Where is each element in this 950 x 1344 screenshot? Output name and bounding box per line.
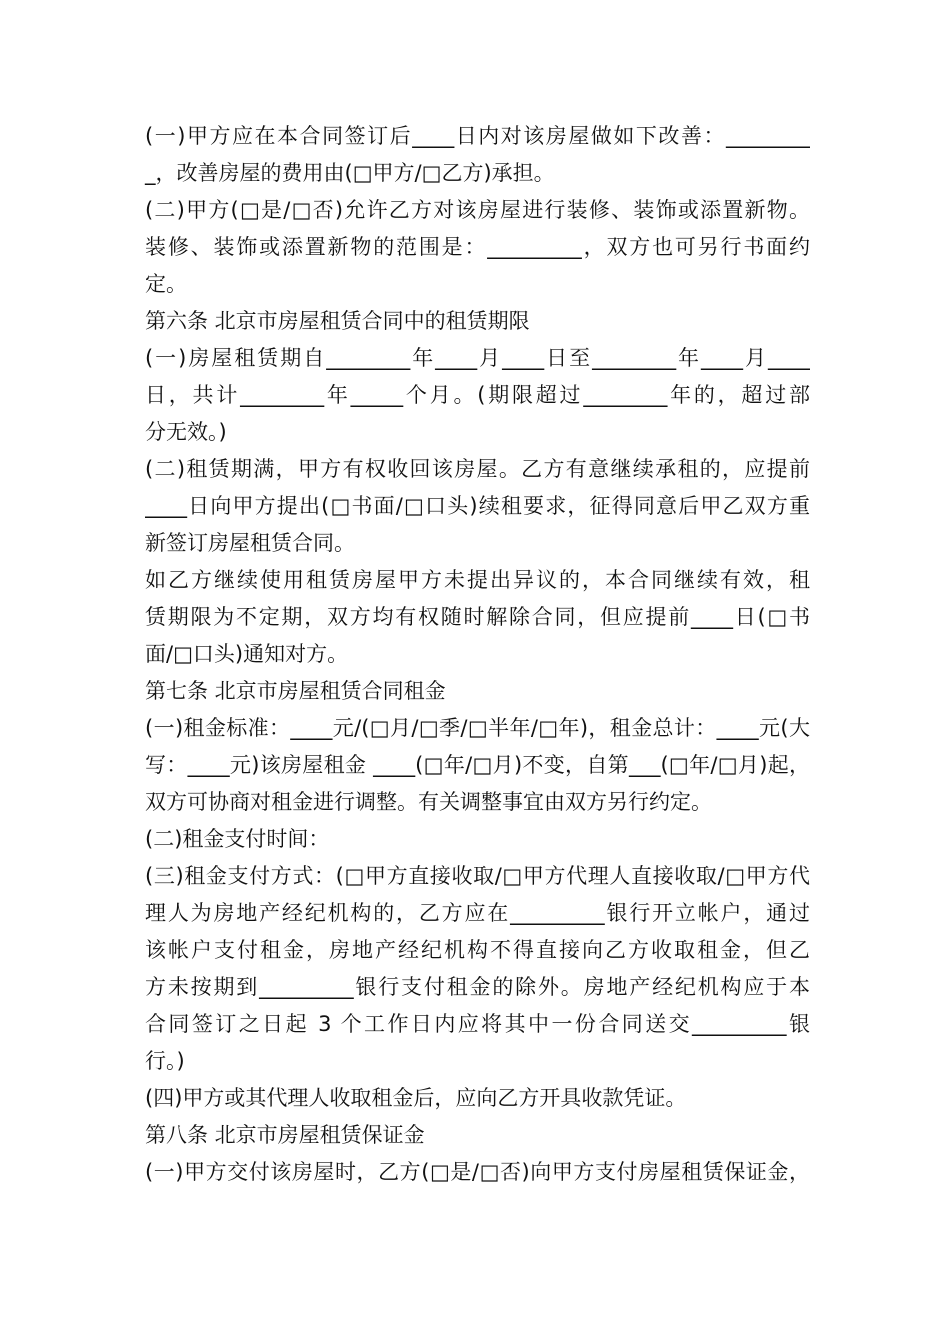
text-line: _，改善房屋的费用由(□甲方/□乙方)承担。 — [145, 161, 555, 185]
text-line: 合同签订之日起 3 个工作日内应将其中一份合同送交_________银 — [145, 1012, 810, 1036]
text-line: 赁期限为不定期，双方均有权随时解除合同，但应提前____日(□书 — [145, 605, 810, 629]
text-line: 行。) — [145, 1049, 185, 1073]
text-line: 装修、装饰或添置新物的范围是：_________，双方也可另行书面约 — [145, 235, 810, 259]
text-line: (二)租金支付时间： — [145, 827, 330, 851]
text-line: 面/□口头)通知对方。 — [145, 642, 349, 666]
text-line: 理人为房地产经纪机构的，乙方应在_________银行开立帐户，通过 — [145, 901, 810, 925]
text-line: 定。 — [145, 272, 187, 296]
text-line: 新签订房屋租赁合同。 — [145, 531, 355, 555]
document-body — [145, 118, 810, 1191]
text-line: 如乙方继续使用租赁房屋甲方未提出异议的，本合同继续有效，租 — [145, 568, 810, 592]
text-line: 写：____元)该房屋租金 ____(□年/□月)不变，自第___(□年/□月)起， — [145, 753, 810, 777]
section-heading: 第八条 北京市房屋租赁保证金 — [145, 1123, 425, 1147]
text-line: 双方可协商对租金进行调整。有关调整事宜由双方另行约定。 — [145, 790, 712, 814]
section-heading: 第七条 北京市房屋租赁合同租金 — [145, 679, 446, 703]
text-line: ____日向甲方提出(□书面/□口头)续租要求，征得同意后甲乙双方重 — [145, 494, 810, 518]
text-line: 方未按期到_________银行支付租金的除外。房地产经纪机构应于本 — [145, 975, 810, 999]
text-line: (一)甲方应在本合同签订后____日内对该房屋做如下改善：________ — [145, 124, 810, 148]
text-line: (一)租金标准：____元/(□月/□季/□半年/□年)，租金总计：____元(大 — [145, 716, 810, 740]
text-line: (一)房屋租赁期自________年____月____日至________年____月____ — [145, 346, 810, 370]
text-line: 日，共计________年_____个月。(期限超过________年的，超过部 — [145, 383, 810, 407]
text-line: (四)甲方或其代理人收取租金后，应向乙方开具收款凭证。 — [145, 1086, 687, 1110]
text-line: 该帐户支付租金，房地产经纪机构不得直接向乙方收取租金，但乙 — [145, 938, 810, 962]
text-line: (二)租赁期满，甲方有权收回该房屋。乙方有意继续承租的，应提前 — [145, 457, 810, 481]
section-heading: 第六条 北京市房屋租赁合同中的租赁期限 — [145, 309, 530, 333]
text-line: 分无效。) — [145, 420, 227, 444]
text-line: (二)甲方(□是/□否)允许乙方对该房屋进行装修、装饰或添置新物。 — [145, 198, 810, 222]
text-line: (三)租金支付方式：(□甲方直接收取/□甲方代理人直接收取/□甲方代 — [145, 864, 810, 888]
text-line: (一)甲方交付该房屋时，乙方(□是/□否)向甲方支付房屋租赁保证金， — [145, 1160, 810, 1184]
